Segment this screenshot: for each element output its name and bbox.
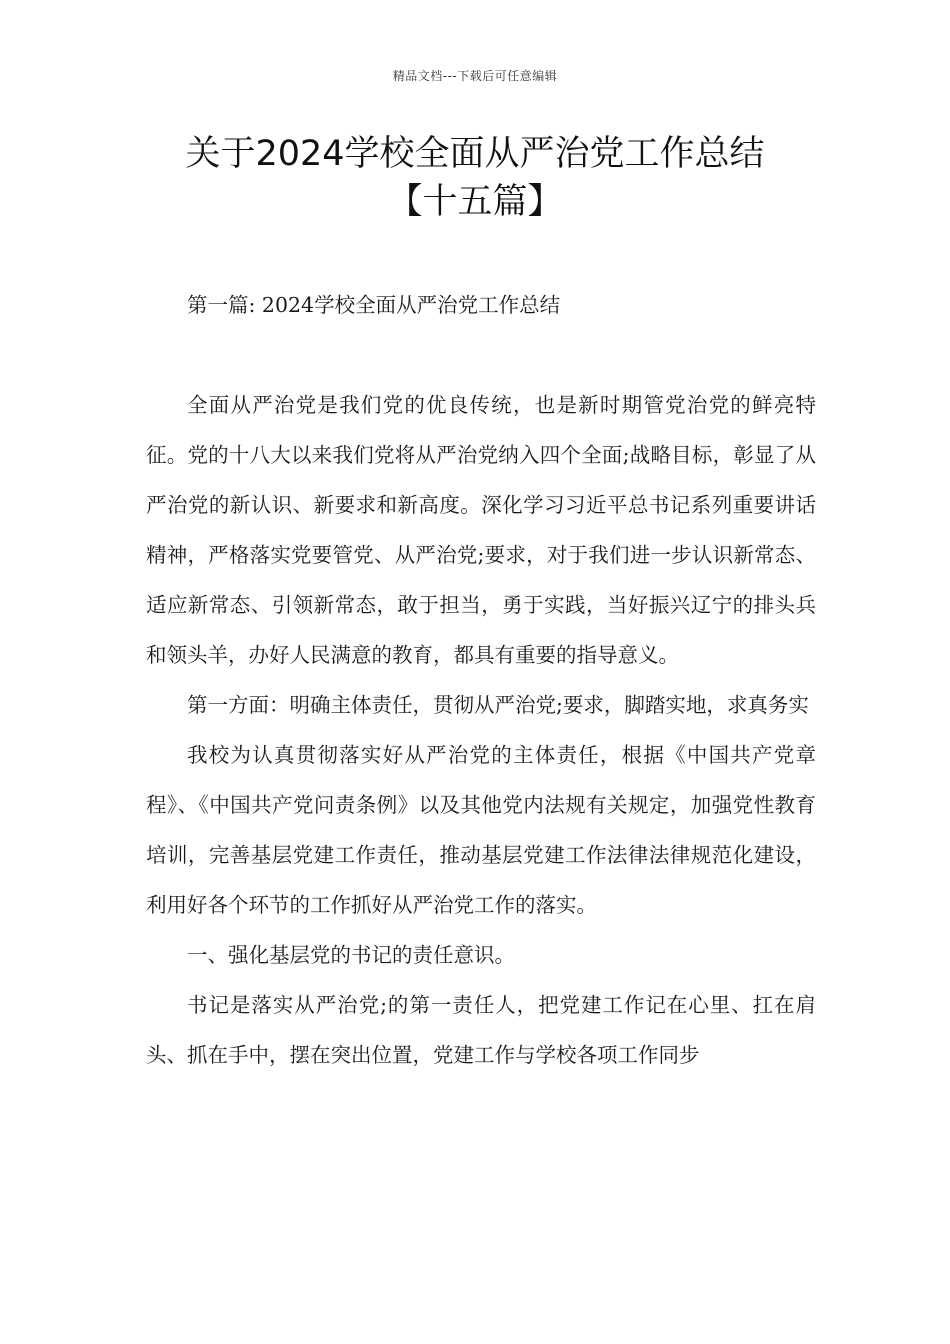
- title-line-2: 【十五篇】: [387, 182, 563, 222]
- paragraph: 第一方面：明确主体责任，贯彻从严治党;要求，脚踏实地，求真务实: [187, 693, 809, 717]
- paragraph: 全面从严治党是我们党的优良传统，也是新时期管党治党的鲜亮特征。党的十八大以来我们党将从严治党纳入四个全面;战略目标，彰显了从严治党的新认识、新要求和新高度。深化学习习近平总书记系列重要讲话精神，严格落实党要管党、从严治党;要求，对于我们进一步认识新常态、适应新常态、引领新常态，敢于担当，勇于实践，当好振兴辽宁的排头兵和领头羊，办好人民满意的教育，都具有重要的指导意义。: [146, 393, 816, 667]
- document-body: [146, 280, 816, 1080]
- paragraph: 一、强化基层党的书记的责任意识。: [187, 943, 515, 967]
- section-heading: 第一篇: 2024学校全面从严治党工作总结: [187, 293, 561, 317]
- title-line-1: 关于2024学校全面从严治党工作总结: [185, 134, 765, 174]
- paragraph: 书记是落实从严治党;的第一责任人，把党建工作记在心里、扛在肩头、抓在手中，摆在突出位置，党建工作与学校各项工作同步: [146, 993, 816, 1067]
- document-title: [100, 130, 850, 226]
- header-note: 精品文档---下载后可任意编辑: [392, 69, 558, 83]
- paragraph: 我校为认真贯彻落实好从严治党的主体责任，根据《中国共产党章程》、《中国共产党问责条例》以及其他党内法规有关规定，加强党性教育培训，完善基层党建工作责任，推动基层党建工作法律法律规范化建设，利用好各个环节的工作抓好从严治党工作的落实。: [146, 743, 816, 917]
